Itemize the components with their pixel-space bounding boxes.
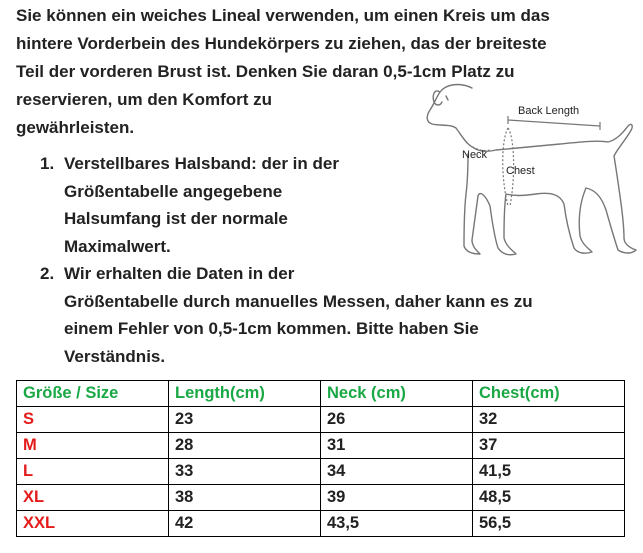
note-line: Verstellbares Halsband: der in der — [64, 154, 339, 173]
cell-chest: 56,5 — [473, 511, 625, 537]
size-table-body — [17, 407, 625, 537]
neck-label: Neck — [462, 149, 488, 161]
intro-line: reservieren, um den Komfort zu — [16, 90, 273, 109]
note-number: 2. — [40, 264, 55, 283]
cell-neck: 34 — [321, 459, 473, 485]
cell-length: 33 — [169, 459, 321, 485]
cell-neck: 39 — [321, 485, 473, 511]
cell-length: 23 — [169, 407, 321, 433]
cell-size: XL — [17, 485, 169, 511]
header-chest: Chest(cm) — [473, 381, 625, 407]
cell-length: 28 — [169, 433, 321, 459]
note-line: Maximalwert. — [64, 236, 171, 256]
note-item — [40, 260, 533, 370]
cell-length: 42 — [169, 511, 321, 537]
note-line: Größentabelle angegebene — [64, 181, 283, 201]
intro-line: gewährleisten. — [16, 118, 135, 137]
cell-neck: 31 — [321, 433, 473, 459]
cell-neck: 26 — [321, 407, 473, 433]
header-size: Größe / Size — [17, 381, 169, 407]
note-line: Verständnis. — [64, 346, 166, 366]
intro-line: hintere Vorderbein des Hundekörpers zu ziehen, das der breiteste — [16, 34, 547, 53]
size-table — [16, 380, 625, 537]
cell-chest: 48,5 — [473, 485, 625, 511]
chest-label: Chest — [506, 165, 535, 177]
cell-neck: 43,5 — [321, 511, 473, 537]
cell-chest: 37 — [473, 433, 625, 459]
cell-length: 38 — [169, 485, 321, 511]
intro-line: Sie können ein weiches Lineal verwenden, um einen Kreis um das — [16, 6, 550, 25]
cell-chest: 41,5 — [473, 459, 625, 485]
note-line: Wir erhalten die Daten in der — [64, 264, 295, 283]
table-row — [17, 485, 625, 511]
table-row — [17, 459, 625, 485]
cell-size: L — [17, 459, 169, 485]
table-row — [17, 407, 625, 433]
table-row — [17, 511, 625, 537]
note-line: Größentabelle durch manuelles Messen, daher kann es zu — [64, 291, 533, 311]
size-table-header — [17, 381, 625, 407]
note-line: einem Fehler von 0,5-1cm kommen. Bitte haben Sie — [64, 319, 479, 338]
dog-measurement-diagram — [410, 78, 643, 268]
note-line: Halsumfang ist der normale — [64, 209, 288, 228]
cell-size: M — [17, 433, 169, 459]
cell-size: S — [17, 407, 169, 433]
cell-size: XXL — [17, 511, 169, 537]
intro-line: Teil der vorderen Brust ist. Denken Sie daran 0,5-1cm Platz zu — [16, 62, 515, 81]
measure-lines — [466, 116, 600, 206]
table-row — [17, 433, 625, 459]
back-length-label: Back Length — [518, 105, 580, 117]
header-length: Length(cm) — [169, 381, 321, 407]
table-header-row — [17, 381, 625, 407]
note-number: 1. — [40, 154, 55, 173]
header-neck: Neck (cm) — [321, 381, 473, 407]
cell-chest: 32 — [473, 407, 625, 433]
